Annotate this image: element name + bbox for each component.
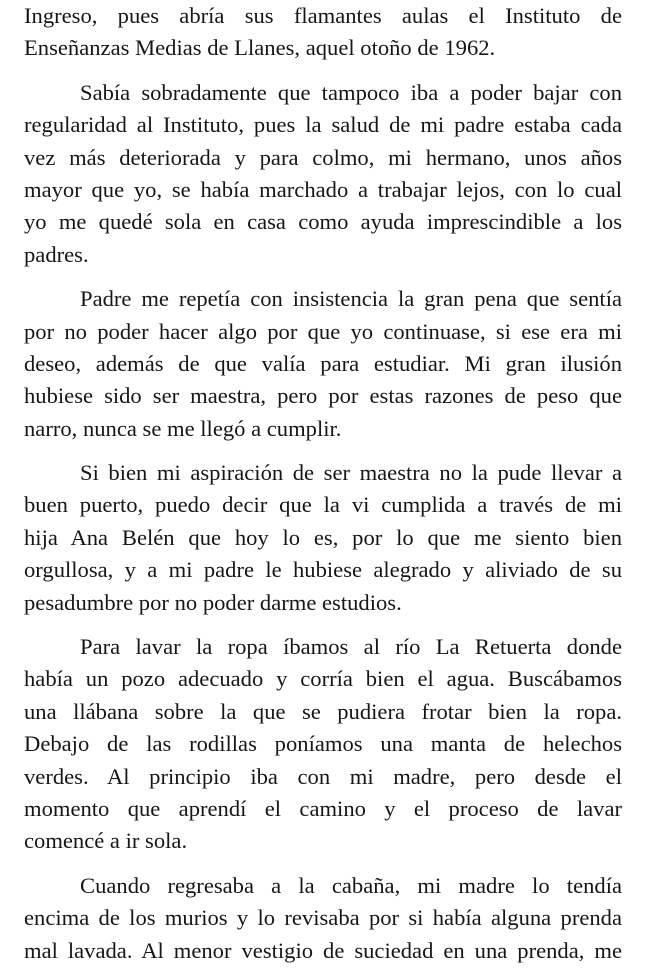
paragraph-1 <box>24 0 622 65</box>
text-line: comencé a ir sola. <box>24 828 188 854</box>
text-line: padres. <box>24 241 89 267</box>
text-line: por no poder hacer algo por que yo continuase, si ese era mi <box>24 318 622 344</box>
paragraph-5 <box>24 631 622 858</box>
text-line: mayor que yo, se había marchado a trabajar lejos, con lo cual <box>24 176 622 202</box>
text-line: Padre me repetía con insistencia la gran pena que sentía <box>80 286 622 312</box>
text-line: hija Ana Belén que hoy lo es, por lo que me siento bien <box>24 524 622 550</box>
text-line: una llábana sobre la que se pudiera frotar bien la ropa. <box>24 698 622 724</box>
paragraph-3 <box>24 283 622 445</box>
text-line: regularidad al Instituto, pues la salud de mi padre estaba cada <box>24 112 622 138</box>
text-line: deseo, además de que valía para estudiar. Mi gran ilusión <box>24 350 622 376</box>
text-line: Para lavar la ropa íbamos al río La Retuerta donde <box>80 634 622 660</box>
text-line: Debajo de las rodillas poníamos una manta de helechos <box>24 731 622 757</box>
text-line: Si bien mi aspiración de ser maestra no la pude llevar a <box>80 460 622 486</box>
text-line: momento que aprendí el camino y el proceso de lavar <box>24 795 622 821</box>
paragraph-6 <box>24 870 622 967</box>
text-line: pesadumbre por no poder darme estudios. <box>24 589 402 615</box>
text-line: verdes. Al principio iba con mi madre, pero desde el <box>24 763 622 789</box>
text-line: encima de los murios y lo revisaba por si había alguna prenda <box>24 905 622 931</box>
text-line: hubiese sido ser maestra, pero por estas razones de peso que <box>24 383 622 409</box>
text-line: narro, nunca se me llegó a cumplir. <box>24 415 342 441</box>
text-line: mal lavada. Al menor vestigio de suciedad en una prenda, me <box>24 937 622 963</box>
text-line: Sabía sobradamente que tampoco iba a poder bajar con <box>80 79 622 105</box>
document-page <box>24 0 622 979</box>
text-line: yo me quedé sola en casa como ayuda imprescindible a los <box>24 209 622 235</box>
text-line: había un pozo adecuado y corría bien el agua. Buscábamos <box>24 666 622 692</box>
text-line: vez más deteriorada y para colmo, mi hermano, unos años <box>24 144 622 170</box>
paragraph-4 <box>24 457 622 619</box>
text-line: Enseñanzas Medias de Llanes, aquel otoño de 1962. <box>24 35 496 61</box>
text-line: buen puerto, puedo decir que la vi cumplida a través de mi <box>24 492 622 518</box>
text-line: orgullosa, y a mi padre le hubiese alegrado y aliviado de su <box>24 557 622 583</box>
text-line: Cuando regresaba a la cabaña, mi madre lo tendía <box>80 872 622 898</box>
paragraph-2 <box>24 77 622 271</box>
text-line: Ingreso, pues abría sus flamantes aulas el Instituto de <box>24 3 622 28</box>
